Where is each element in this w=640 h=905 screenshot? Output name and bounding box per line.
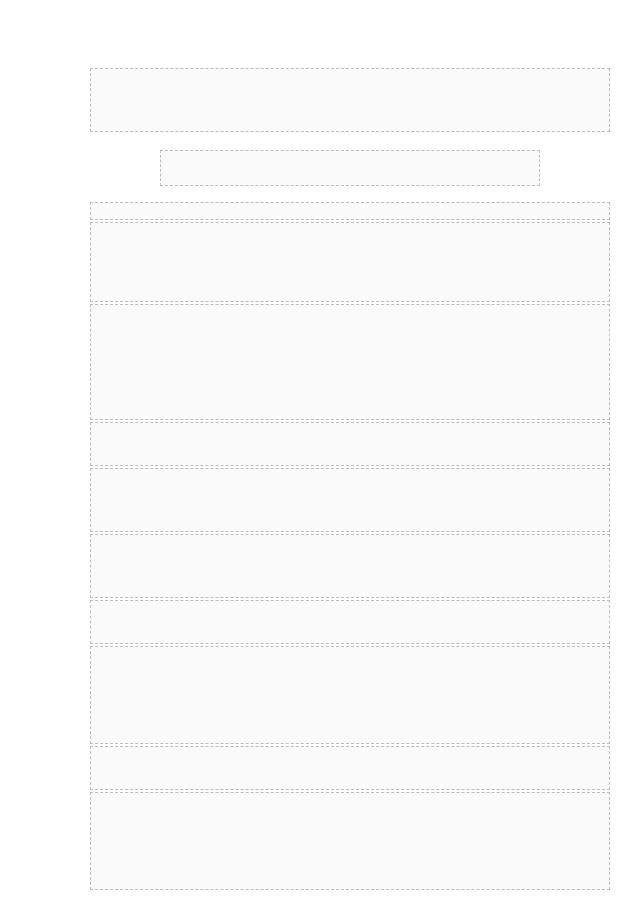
text-block: [90, 534, 610, 598]
text-block: [90, 792, 610, 890]
text-block: [90, 68, 610, 132]
subsection-heading: [90, 202, 610, 220]
text-block: [90, 600, 610, 644]
text-block: [90, 646, 610, 744]
text-block: [90, 304, 610, 420]
text-block: [90, 468, 610, 532]
text-block: [90, 222, 610, 302]
text-block: [90, 746, 610, 790]
text-block: [90, 422, 610, 466]
section-heading: [160, 150, 540, 186]
